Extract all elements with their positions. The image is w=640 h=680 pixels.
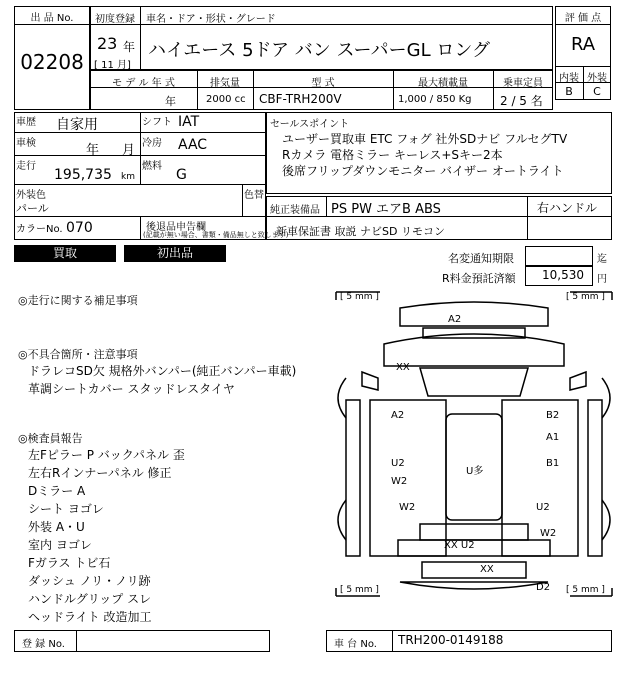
displacement-label: 排気量 <box>210 78 240 89</box>
name-change-label: 名変通知期限 <box>448 252 514 265</box>
interior-label: 内装 <box>559 73 579 84</box>
tire-tread-front-right: [ 5 mm ] <box>566 292 605 302</box>
defect-line: ドラレコSD欠 規格外バンパー(純正バンパー車載) <box>28 364 297 378</box>
left-side-skirt <box>346 400 360 556</box>
first-listing-button: 初出品 <box>124 245 226 262</box>
tire-tread-rear-right: [ 5 mm ] <box>566 585 605 595</box>
damage-mark-right-front-1: B2 <box>546 410 560 421</box>
name-change-unit: 迄 <box>597 254 607 265</box>
mirror-left <box>362 372 378 390</box>
front-bumper-shape <box>400 302 548 326</box>
inspector-title: ◎検査員報告 <box>18 432 83 445</box>
fuel-value: G <box>176 167 187 183</box>
chassis-value: TRH200-0149188 <box>398 633 504 647</box>
damage-mark-hood-left: XX <box>396 362 410 373</box>
shift-label: シフト <box>142 117 172 128</box>
damage-mark-left-mid-2: W2 <box>391 476 408 487</box>
ext-color-value: パール <box>16 202 49 215</box>
first-reg-year-unit: 年 <box>123 40 136 54</box>
car-desc-label: 車名・ドア・形状・グレード <box>146 14 276 25</box>
tire-tread-rear-left: [ 5 mm ] <box>340 585 379 595</box>
aftermarket-note: (記載が無い場合、書類・備品無しと致します) <box>143 231 289 239</box>
left-body-panel <box>370 400 446 556</box>
damage-mark-rear-panel: XX <box>480 564 494 575</box>
damage-mark-right-rear-1: U2 <box>536 502 550 513</box>
ac-value: AAC <box>178 137 208 153</box>
registration-label: 登 録 No. <box>22 639 65 650</box>
type-value: CBF-TRH200V <box>259 92 342 106</box>
wheel-arch-fl <box>338 378 346 418</box>
right-side-skirt <box>588 400 602 556</box>
sales-point-line: ユーザー買取車 ETC フォグ 社外SDナビ フルセグTV <box>282 132 568 146</box>
wheel-arch-rl <box>338 500 346 540</box>
ac-label: 冷房 <box>142 138 162 149</box>
steering-value: 右ハンドル <box>537 201 598 215</box>
chassis-label: 車 台 No. <box>334 639 377 650</box>
max-load-value: 1,000 / 850 Kg <box>398 94 472 105</box>
inspector-line: 外装 A・U <box>28 520 85 534</box>
grille-shape <box>423 328 525 338</box>
rear-panel-shape <box>422 562 526 578</box>
inspector-line: ダッシュ ノリ・ノリ跡 <box>28 574 151 588</box>
fuel-label: 燃料 <box>142 161 162 172</box>
exterior-value: C <box>593 85 601 98</box>
displacement-value: 2000 cc <box>206 94 246 105</box>
damage-mark-rear-center: XX U2 <box>444 540 475 551</box>
damage-mark-left-rear: W2 <box>399 502 416 513</box>
interior-value: B <box>565 85 573 98</box>
history-value: 自家用 <box>56 117 98 133</box>
max-load-label: 最大積載量 <box>418 78 468 89</box>
buy-button: 買取 <box>14 245 116 262</box>
inspector-line: ヘッドライト 改造加工 <box>28 610 152 624</box>
tire-tread-front-left: [ 5 mm ] <box>340 292 379 302</box>
hood-shape <box>384 334 564 366</box>
color-no-label: カラーNo. <box>16 224 63 235</box>
grade-label: 評 価 点 <box>564 13 602 24</box>
inspection-year: 年 <box>86 143 100 158</box>
inspector-line: 左Fピラー P バックパネル 歪 <box>28 448 185 462</box>
damage-mark-right-mid: B1 <box>546 458 560 469</box>
mileage-label: 走行 <box>16 161 36 172</box>
color-change-label: 色替 <box>244 190 264 201</box>
damage-mark-center: U多 <box>466 466 484 477</box>
defects-title: ◎不具合箇所・注意事項 <box>18 348 138 361</box>
exterior-label: 外装 <box>587 73 607 84</box>
type-label: 型 式 <box>311 78 335 89</box>
damage-mark-left-front: A2 <box>391 410 405 421</box>
inspection-month: 月 <box>122 143 136 158</box>
mileage-unit: km <box>121 172 135 182</box>
sales-point-line: Rカメラ 電格ミラー キーレス+Sキー2本 <box>282 148 503 162</box>
lot-label: 出 品 No. <box>30 13 74 24</box>
inspector-line: Dミラー A <box>28 484 86 498</box>
shift-value: IAT <box>178 114 200 130</box>
recycle-unit: 円 <box>597 274 607 285</box>
damage-mark-front-bumper: A2 <box>448 314 462 325</box>
defect-line: 革調シートカバー スタッドレスタイヤ <box>28 382 235 396</box>
grade-value: RA <box>570 34 596 55</box>
aftermarket-label: 後退品申告欄 <box>146 222 206 233</box>
mileage-value: 195,735 <box>54 167 112 183</box>
damage-mark-right-front-2: A1 <box>546 432 560 443</box>
recycle-value: 10,530 <box>542 268 584 282</box>
equipment-value: PS PW エアB ABS <box>331 202 441 217</box>
mirror-right <box>570 372 586 390</box>
driving-remarks-title: ◎走行に関する補足事項 <box>18 294 138 307</box>
color-no-value: 070 <box>66 220 93 236</box>
inspection-label: 車検 <box>16 138 36 149</box>
ext-color-label: 外装色 <box>16 190 46 201</box>
inspector-line: ハンドルグリップ スレ <box>28 592 152 606</box>
model-year-unit: 年 <box>165 95 176 108</box>
car-name: ハイエース 5ドア バン スーパーGL ロング <box>148 40 490 61</box>
wheel-arch-rr <box>602 500 610 540</box>
damage-mark-right-rear-2: W2 <box>540 528 557 539</box>
first-reg-month: [ 11 月] <box>94 60 131 71</box>
inspector-line: 室内 ヨゴレ <box>28 538 92 552</box>
recycle-label: R料金預託済額 <box>442 272 516 285</box>
rear-bumper-shape <box>400 582 548 589</box>
windshield-shape <box>420 368 528 396</box>
inspector-line: Fガラス トビ石 <box>28 556 111 570</box>
first-reg-label: 初度登録 <box>95 14 135 25</box>
sales-point-line: 後席フリップダウンモニター バイザー オートライト <box>282 164 564 178</box>
damage-mark-left-mid-1: U2 <box>391 458 405 469</box>
model-year-label: モ デ ル 年 式 <box>112 78 175 89</box>
damage-mark-rear-bumper: D2 <box>536 582 551 593</box>
inspector-line: 左右Rインナーパネル 修正 <box>28 466 172 480</box>
capacity-value: 2 / 5 名 <box>500 94 543 108</box>
first-reg-year: 23 <box>97 34 118 53</box>
capacity-label: 乗車定員 <box>503 78 543 89</box>
rear-window-shape <box>420 524 528 540</box>
inspector-line: シート ヨゴレ <box>28 502 104 516</box>
history-label: 車歴 <box>16 117 36 128</box>
warranty-value: 新車保証書 取説 ナビSD リモコン <box>276 225 445 238</box>
sales-points-label: セールスポイント <box>270 119 350 130</box>
lot-number: 02208 <box>20 50 84 74</box>
wheel-arch-fr <box>602 378 610 418</box>
equipment-label: 純正装備品 <box>270 205 320 216</box>
